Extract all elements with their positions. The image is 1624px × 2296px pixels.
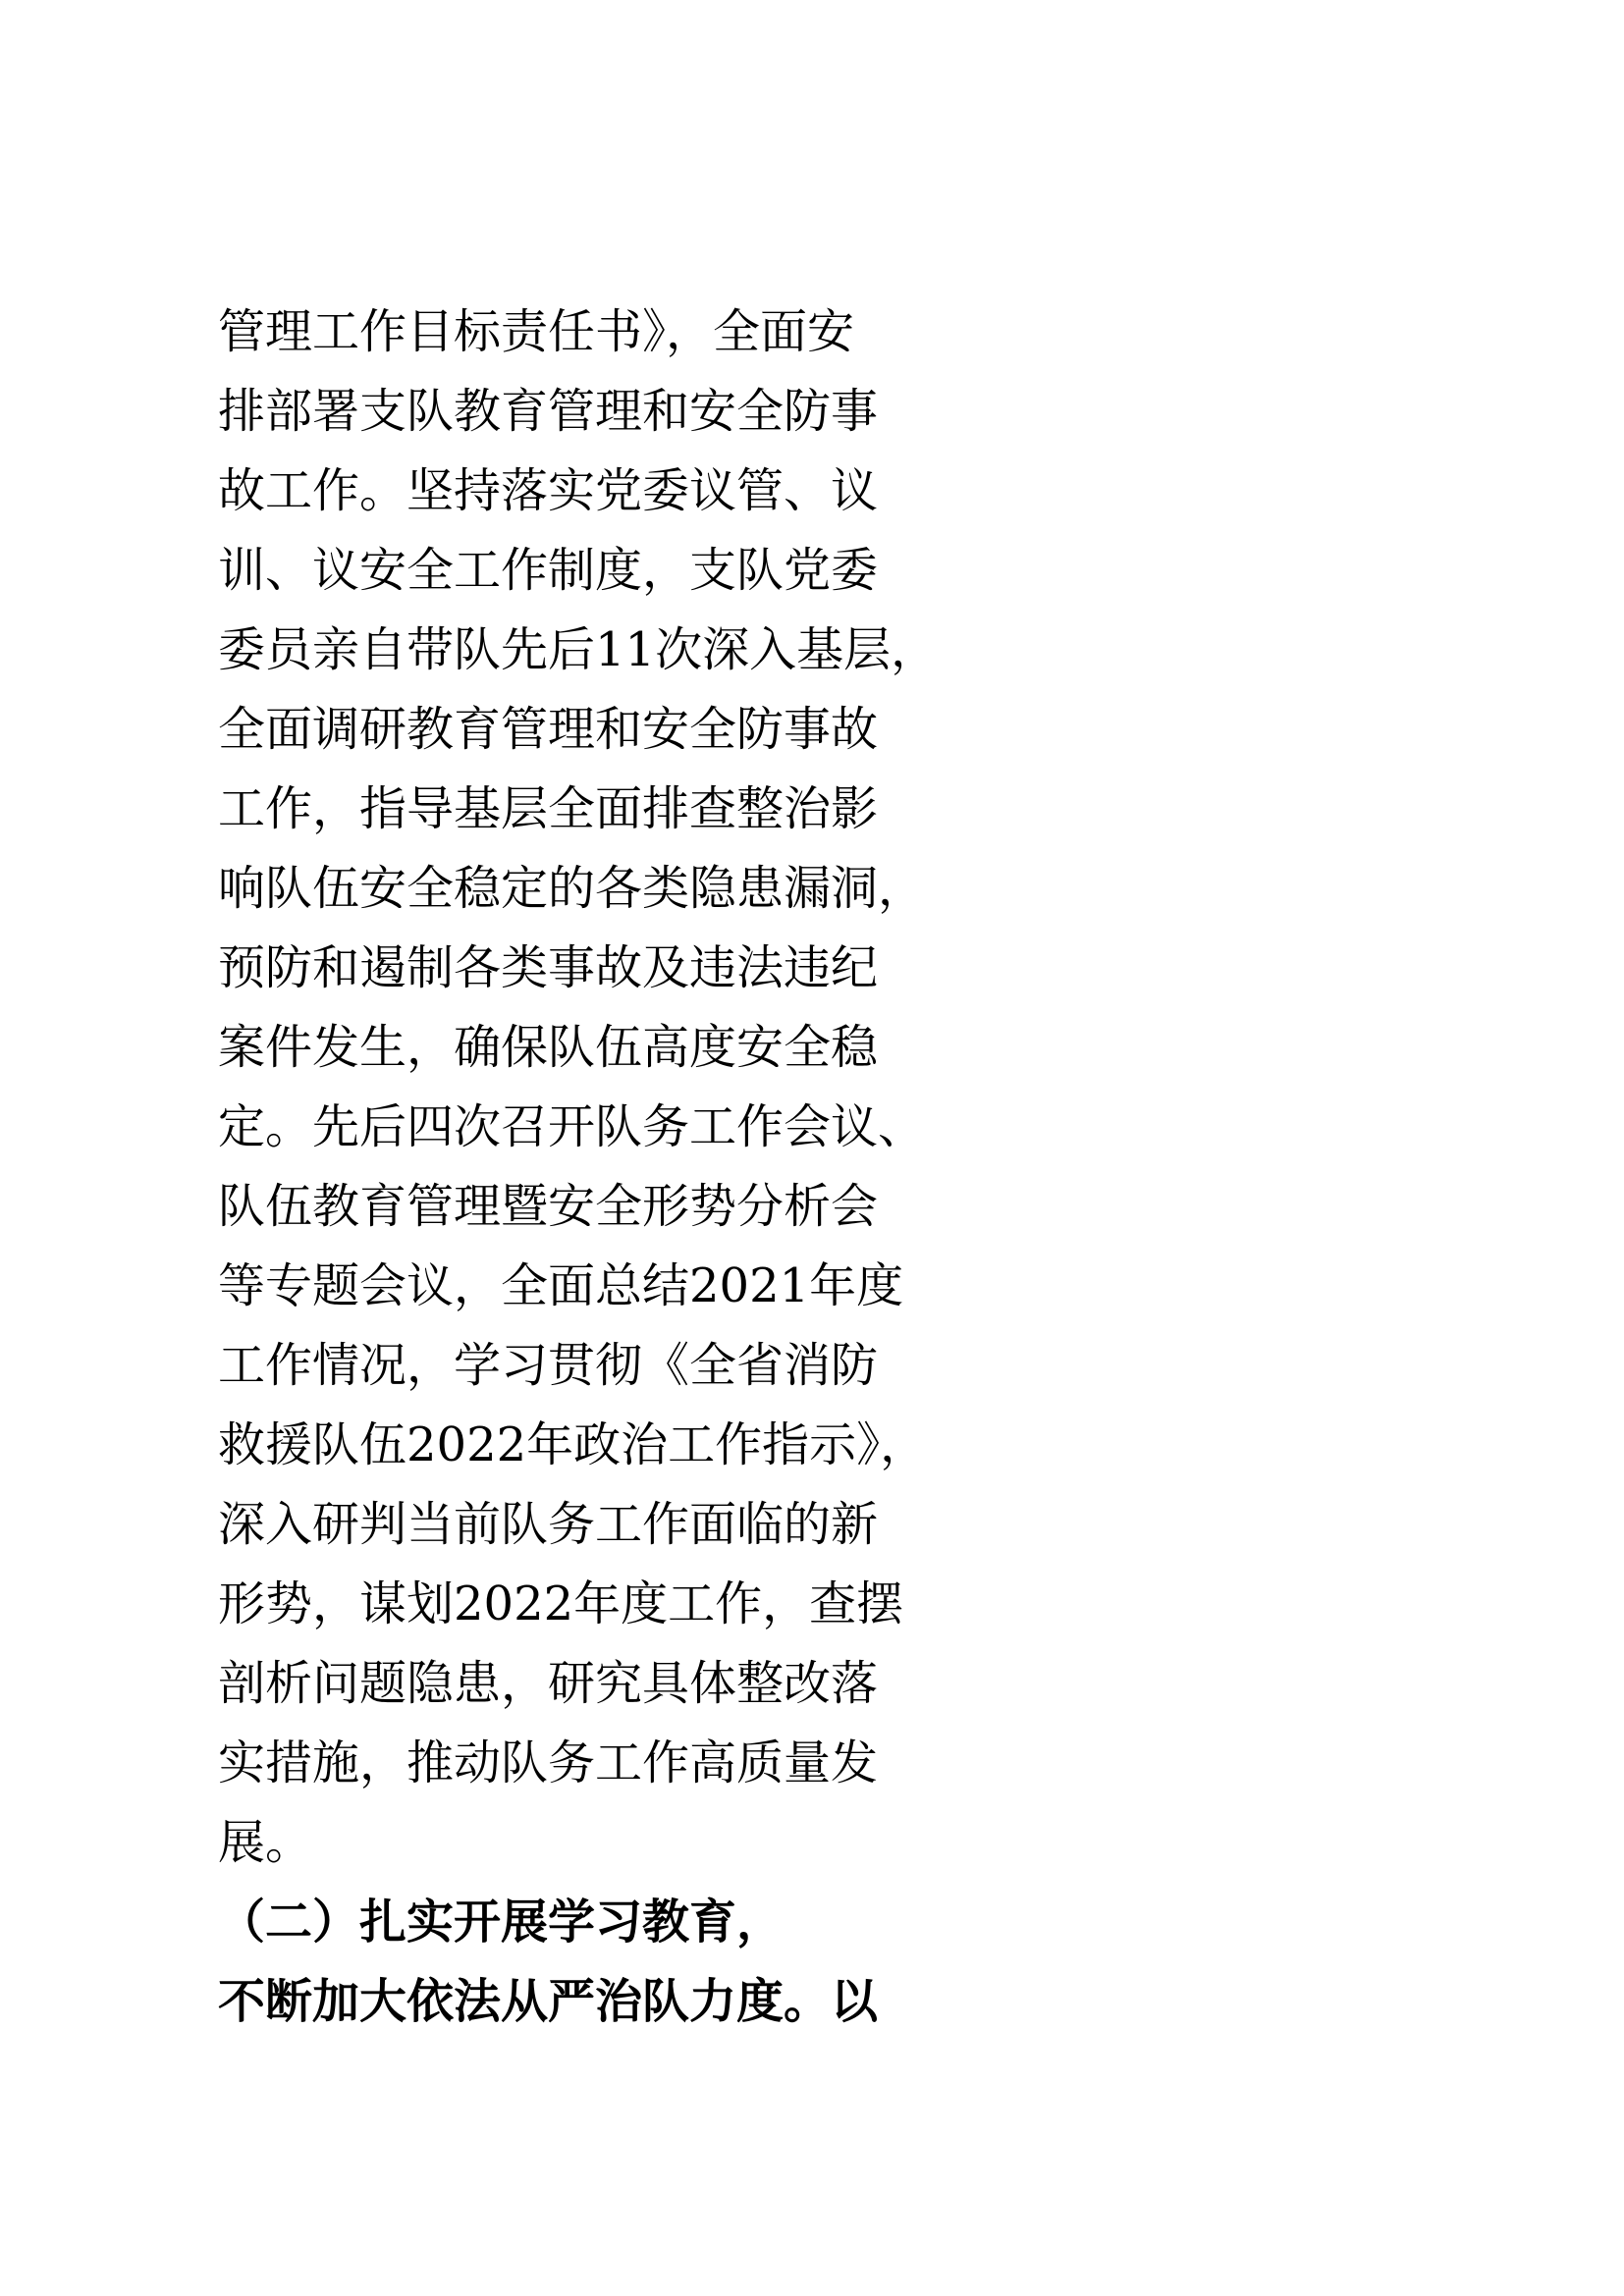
- text-line-12: 队伍教育管理暨安全形势分析会: [218, 1179, 879, 1234]
- text-line-13: 等专题会议，全面总结2021年度: [218, 1258, 904, 1313]
- text-line-15: 救援队伍2022年政治工作指示》，: [218, 1417, 928, 1472]
- text-line-3: 故工作。坚持落实党委议管、议: [218, 463, 879, 518]
- text-line-14: 工作情况，学习贯彻《全省消防: [218, 1338, 879, 1393]
- text-line-11: 定。先后四次召开队务工作会议、: [218, 1099, 926, 1154]
- text-line-1: 管理工作目标责任书》，全面安: [218, 304, 855, 359]
- text-line-20: 展。: [218, 1815, 313, 1870]
- text-line-16: 深入研判当前队务工作面临的新: [218, 1497, 879, 1552]
- body-text: [218, 293, 1473, 2042]
- text-line-5: 委员亲自带队先后11次深入基层，: [218, 622, 939, 677]
- text-line-8: 响队伍安全稳定的各类隐患漏洞，: [218, 861, 926, 916]
- section-heading-line-1: （二）扎实开展学习教育，: [218, 1895, 785, 1949]
- text-line-19: 实措施，推动队务工作高质量发: [218, 1735, 879, 1790]
- text-line-9: 预防和遏制各类事故及违法违纪: [218, 940, 879, 995]
- section-heading-line-2: 不断加大依法从严治队力度。以: [218, 1974, 879, 2029]
- text-line-2: 排部署支队教育管理和安全防事: [218, 384, 879, 439]
- text-line-17: 形势，谋划2022年度工作，查摆: [218, 1576, 904, 1631]
- text-line-6: 全面调研教育管理和安全防事故: [218, 702, 879, 757]
- text-line-7: 工作，指导基层全面排查整治影: [218, 781, 879, 836]
- text-line-4: 训、议安全工作制度，支队党委: [218, 543, 879, 598]
- text-line-18: 剖析问题隐患，研究具体整改落: [218, 1656, 879, 1711]
- text-line-10: 案件发生，确保队伍高度安全稳: [218, 1020, 879, 1075]
